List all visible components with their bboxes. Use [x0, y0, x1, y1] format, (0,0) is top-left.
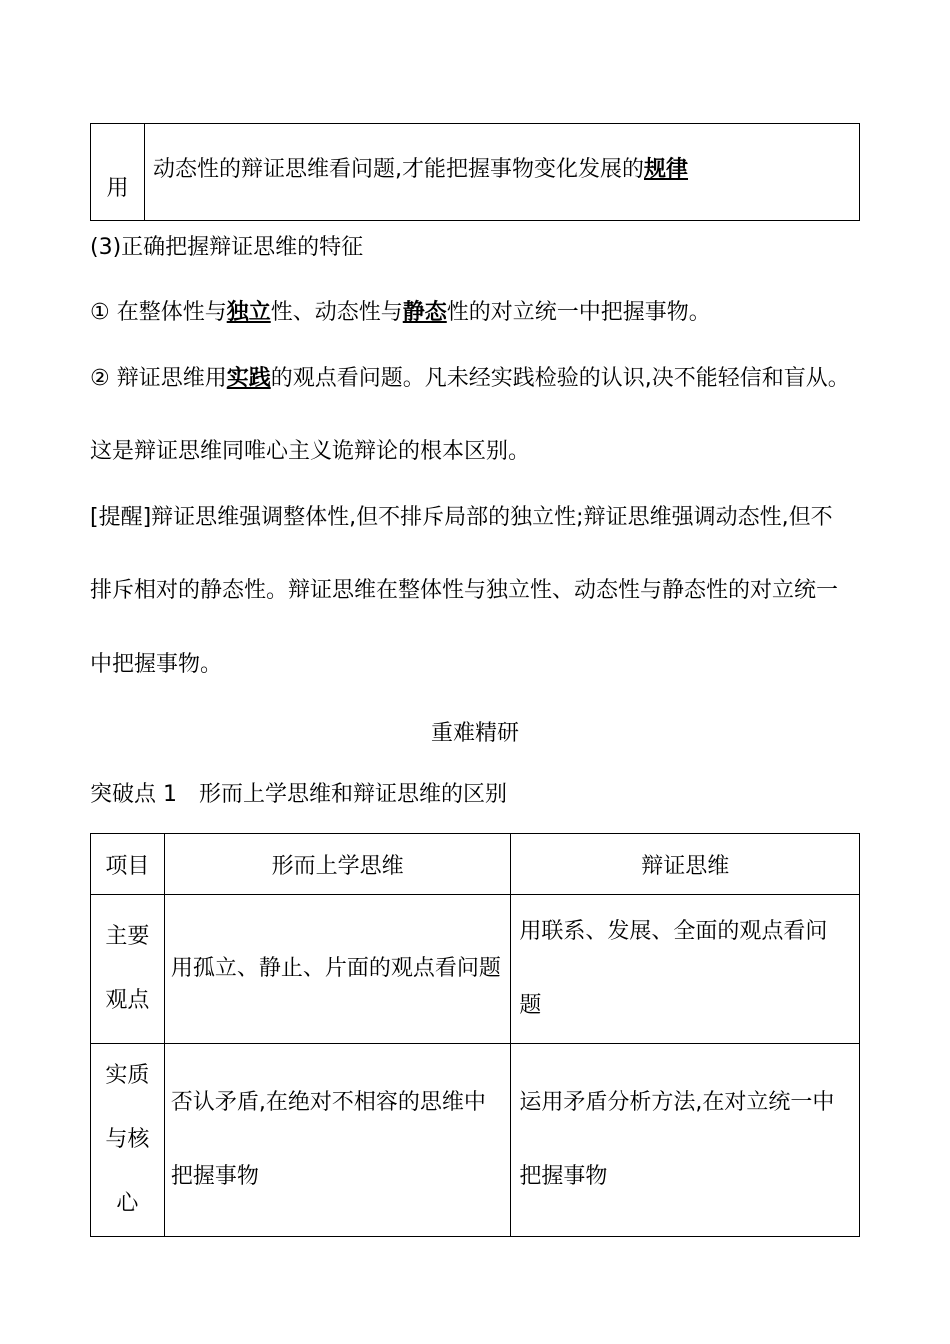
breakthrough-heading: 突破点 1 形而上学思维和辩证思维的区别	[90, 782, 507, 807]
cell-line: 否认矛盾,在绝对不相容的思维中	[170, 1090, 486, 1115]
table-row	[91, 895, 860, 1044]
row-label-line: 主要	[105, 924, 150, 949]
feature-item-2	[90, 364, 850, 394]
top-table-right-cell	[145, 124, 860, 221]
dialectics-cell	[511, 895, 860, 1044]
cell-line: 运用矛盾分析方法,在对立统一中	[519, 1090, 835, 1115]
keyword-duli: 独立	[226, 300, 271, 325]
keyword-shijian: 实践	[226, 366, 271, 391]
cell-line: 用联系、发展、全面的观点看问	[519, 919, 828, 944]
cell-line: 把握事物	[519, 1164, 608, 1189]
reminder-line-2: 排斥相对的静态性。辩证思维在整体性与独立性、动态性与静态性的对立统一	[90, 578, 839, 603]
top-table	[90, 123, 860, 221]
table-header-row	[91, 834, 860, 895]
row-label	[91, 1044, 165, 1237]
cell-line: 用孤立、静止、片面的观点看问题	[170, 956, 501, 981]
item2-prefix: ② 辩证思维用	[90, 366, 227, 391]
cell-line: 题	[519, 993, 542, 1018]
row-label-line: 实质	[105, 1063, 150, 1088]
cell-line: 把握事物	[170, 1164, 259, 1189]
dialectics-cell	[511, 1044, 860, 1237]
item1-mid: 性、动态性与	[270, 300, 403, 325]
row-label-line: 与核	[105, 1127, 150, 1152]
item1-suffix: 性的对立统一中把握事物。	[446, 300, 711, 325]
header-item: 项目	[91, 834, 165, 895]
table-row	[91, 1044, 860, 1237]
top-table-left-cell	[91, 124, 145, 221]
item1-prefix: ① 在整体性与	[90, 300, 227, 325]
feature-item-1	[90, 298, 711, 328]
top-table-left-text: 用	[106, 176, 129, 201]
row-label-line: 心	[116, 1191, 139, 1216]
reminder-line-1: [提醒]辩证思维强调整体性,但不排斥局部的独立性;辩证思维强调动态性,但不	[90, 505, 833, 530]
comparison-table	[90, 833, 860, 1237]
keyword-guilv: 规律	[644, 157, 689, 182]
section3-heading: (3)正确把握辩证思维的特征	[90, 235, 364, 260]
metaphysics-cell	[164, 1044, 511, 1237]
keyword-jingtai: 静态	[402, 300, 447, 325]
header-metaphysics: 形而上学思维	[164, 834, 511, 895]
row-label	[91, 895, 165, 1044]
header-dialectics: 辩证思维	[511, 834, 860, 895]
reminder-line-3: 中把握事物。	[90, 652, 223, 677]
row-label-line: 观点	[105, 988, 150, 1013]
metaphysics-cell	[164, 895, 511, 1044]
item2-suffix: 的观点看问题。凡未经实践检验的认识,决不能轻信和盲从。	[270, 366, 850, 391]
feature-item-2-continued: 这是辩证思维同唯心主义诡辩论的根本区别。	[90, 439, 531, 464]
section-title: 重难精研	[430, 721, 519, 746]
top-table-text: 动态性的辩证思维看问题,才能把握事物变化发展的	[153, 157, 644, 182]
